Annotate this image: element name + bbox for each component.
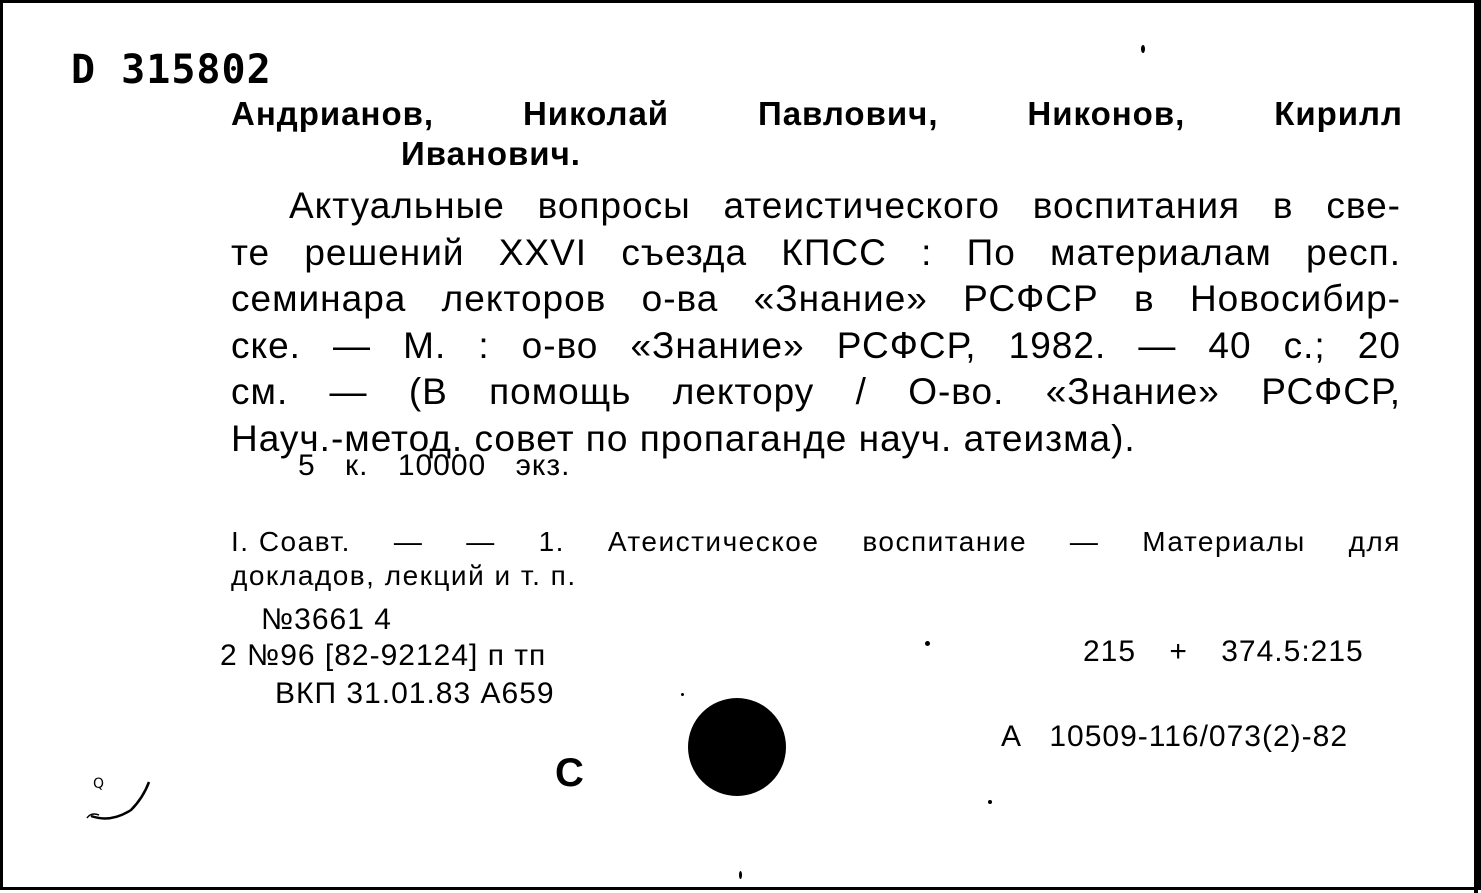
tracing-word: 1.	[538, 526, 565, 557]
tracing-word: воспитание	[862, 526, 1028, 557]
tracings	[231, 525, 1401, 593]
description-word: Актуальные	[289, 185, 505, 226]
description-word: XXVI	[498, 231, 588, 273]
description-line	[231, 230, 1401, 277]
description-word: 1982.	[1008, 324, 1107, 366]
description-line	[231, 276, 1401, 323]
registry-number: 2 №96 [82-92124] п тп	[220, 639, 547, 672]
tracings-line-2: докладов, лекций и т. п.	[231, 560, 577, 591]
description-word: (В	[408, 371, 448, 412]
description-line	[231, 323, 1401, 370]
description-word: «Знание»	[1045, 371, 1220, 412]
author-word: Кирилл	[1274, 95, 1403, 132]
description-word: КПСС	[781, 231, 887, 273]
description-line	[231, 369, 1401, 416]
tracing-word: —	[466, 526, 496, 557]
description-word: материалам	[1050, 231, 1272, 273]
tracing-word: для	[1348, 526, 1401, 557]
description-word: съезда	[621, 231, 748, 273]
description-word: све-	[1326, 185, 1401, 226]
description-word: /	[855, 371, 867, 412]
card-edge	[1474, 3, 1478, 893]
description-word: о-ва	[641, 278, 719, 319]
description-text	[231, 183, 1401, 462]
description-word: респ.	[1306, 231, 1401, 273]
description-word: РСФСР,	[1261, 371, 1401, 412]
description-word: «Знание»	[630, 324, 805, 366]
ink-speck	[739, 871, 742, 879]
authors-line	[231, 95, 1403, 133]
ink-speck	[988, 800, 992, 804]
description-word: О-во.	[908, 371, 1005, 412]
ink-speck	[925, 641, 930, 646]
order-number: №3661 4	[261, 603, 392, 636]
tracing-word: Материалы	[1142, 526, 1306, 557]
classification-index: 215 + 374.5:215	[1083, 635, 1364, 668]
description-word: 40	[1208, 324, 1252, 366]
description-word: те	[231, 231, 271, 273]
description-word: помощь	[489, 371, 632, 412]
author-word: Павлович,	[757, 95, 939, 132]
authors-continuation: Иванович.	[401, 135, 581, 172]
description-word: —	[329, 371, 368, 412]
tracing-word: —	[1069, 526, 1100, 557]
description-word: :	[478, 324, 490, 366]
author-word: Андрианов,	[231, 95, 435, 132]
svg-text:Q: Q	[93, 776, 105, 792]
tracing-word: —	[393, 526, 424, 557]
handwritten-mark-icon	[81, 768, 161, 828]
description-word: По	[966, 231, 1016, 273]
description-word: РСФСР,	[836, 324, 977, 366]
description-word: 20	[1357, 324, 1401, 366]
publisher-code: А 10509-116/073(2)-82	[1001, 720, 1348, 753]
description-word: см.	[231, 371, 289, 412]
ink-speck	[1141, 45, 1145, 53]
description-word: решений	[304, 231, 465, 273]
description-word: ске.	[231, 324, 301, 366]
price-and-print-run: 5 к. 10000 экз.	[298, 449, 571, 482]
description-word: Новосибир-	[1189, 278, 1401, 319]
card-number: D 315802	[71, 47, 272, 93]
description-word: РСФСР	[963, 278, 1099, 319]
ink-speck	[681, 693, 684, 696]
description-word: Науч.-метод. совет по пропаганде науч. атеизма).	[231, 417, 1136, 459]
description-word: вопросы	[537, 185, 691, 226]
description-word: лектору	[672, 371, 815, 412]
description-word: о-во	[521, 324, 599, 366]
description-word: —	[1138, 324, 1177, 366]
description-word: семинара	[231, 278, 407, 319]
card-punch-hole	[688, 698, 786, 796]
description-word: :	[921, 231, 933, 273]
author-word: Никонов,	[1027, 95, 1186, 132]
vkp-number: ВКП 31.01.83 А659	[275, 677, 555, 710]
description-word: —	[333, 324, 372, 366]
description-word: «Знание»	[753, 278, 928, 319]
tracing-word: Атеистическое	[607, 526, 820, 557]
tracings-line-1	[231, 525, 1401, 559]
description-word: воспитания	[1032, 185, 1241, 226]
stamp-letter: С	[555, 751, 584, 795]
description-word: в	[1133, 278, 1155, 319]
description-word: атеистического	[723, 185, 1000, 226]
description-word: в	[1272, 185, 1294, 226]
description-word: лекторов	[441, 278, 607, 319]
description-word: М.	[403, 324, 447, 366]
author-word: Николай	[522, 95, 670, 132]
description-line	[231, 183, 1401, 230]
tracing-word: I. Соавт.	[231, 526, 351, 557]
description-word: с.;	[1283, 324, 1326, 366]
